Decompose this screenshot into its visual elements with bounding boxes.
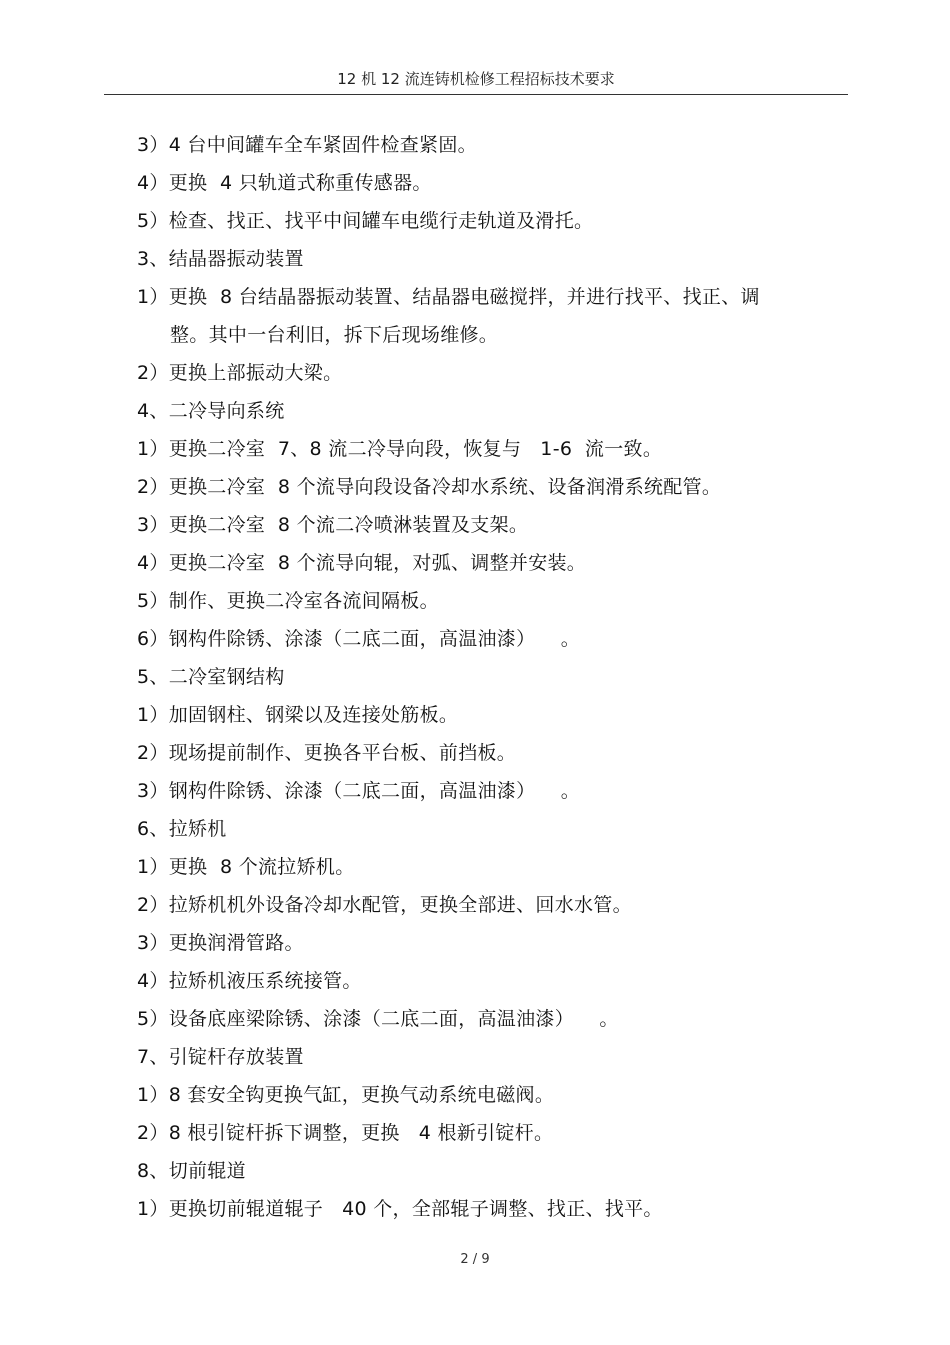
body-line: 2）更换二冷室 8 个流导向段设备冷却水系统、设备润滑系统配管。 — [137, 476, 722, 498]
body-line: 1）8 套安全钩更换气缸，更换气动系统电磁阀。 — [137, 1084, 555, 1106]
body-line: 3）更换润滑管路。 — [137, 932, 304, 954]
section-heading: 6、拉矫机 — [137, 818, 227, 840]
body-line: 5）检查、找正、找平中间罐车电缆行走轨道及滑托。 — [137, 210, 594, 232]
body-line: 2）现场提前制作、更换各平台板、前挡板。 — [137, 742, 517, 764]
body-line: 1）更换 8 台结晶器振动装置、结晶器电磁搅拌，并进行找平、找正、调 — [137, 286, 760, 308]
header-divider — [104, 94, 848, 95]
document-body — [137, 126, 817, 1228]
section-heading: 5、二冷室钢结构 — [137, 666, 285, 688]
body-line: 6）钢构件除锈、涂漆（二底二面，高温油漆） 。 — [137, 628, 581, 650]
body-line: 3）4 台中间罐车全车紧固件检查紧固。 — [137, 134, 477, 156]
section-heading: 4、二冷导向系统 — [137, 400, 285, 422]
body-line: 1）更换二冷室 7、8 流二冷导向段，恢复与 1-6 流一致。 — [137, 438, 663, 460]
body-line: 3）钢构件除锈、涂漆（二底二面，高温油漆） 。 — [137, 780, 581, 802]
body-line: 4）更换二冷室 8 个流导向辊，对弧、调整并安装。 — [137, 552, 587, 574]
body-line: 5）制作、更换二冷室各流间隔板。 — [137, 590, 439, 612]
section-heading: 3、结晶器振动装置 — [137, 248, 304, 270]
running-header: 12 机 12 流连铸机检修工程招标技术要求 — [337, 70, 615, 88]
body-line: 1）更换切前辊道辊子 40 个，全部辊子调整、找正、找平。 — [137, 1198, 663, 1220]
body-line: 2）更换上部振动大梁。 — [137, 362, 343, 384]
page-number: 2 / 9 — [460, 1252, 490, 1267]
section-heading: 8、切前辊道 — [137, 1160, 246, 1182]
body-line: 4）更换 4 只轨道式称重传感器。 — [137, 172, 432, 194]
body-line: 1）更换 8 个流拉矫机。 — [137, 856, 355, 878]
body-line: 1）加固钢柱、钢梁以及连接处筋板。 — [137, 704, 459, 726]
body-line: 2）8 根引锭杆拆下调整，更换 4 根新引锭杆。 — [137, 1122, 554, 1144]
body-line-continuation: 整。其中一台利旧，拆下后现场维修。 — [170, 324, 499, 346]
body-line: 5）设备底座梁除锈、涂漆（二底二面，高温油漆） 。 — [137, 1008, 619, 1030]
body-line: 4）拉矫机液压系统接管。 — [137, 970, 362, 992]
body-line: 3）更换二冷室 8 个流二冷喷淋装置及支架。 — [137, 514, 529, 536]
section-heading: 7、引锭杆存放装置 — [137, 1046, 304, 1068]
body-line: 2）拉矫机机外设备冷却水配管，更换全部进、回水水管。 — [137, 894, 632, 916]
